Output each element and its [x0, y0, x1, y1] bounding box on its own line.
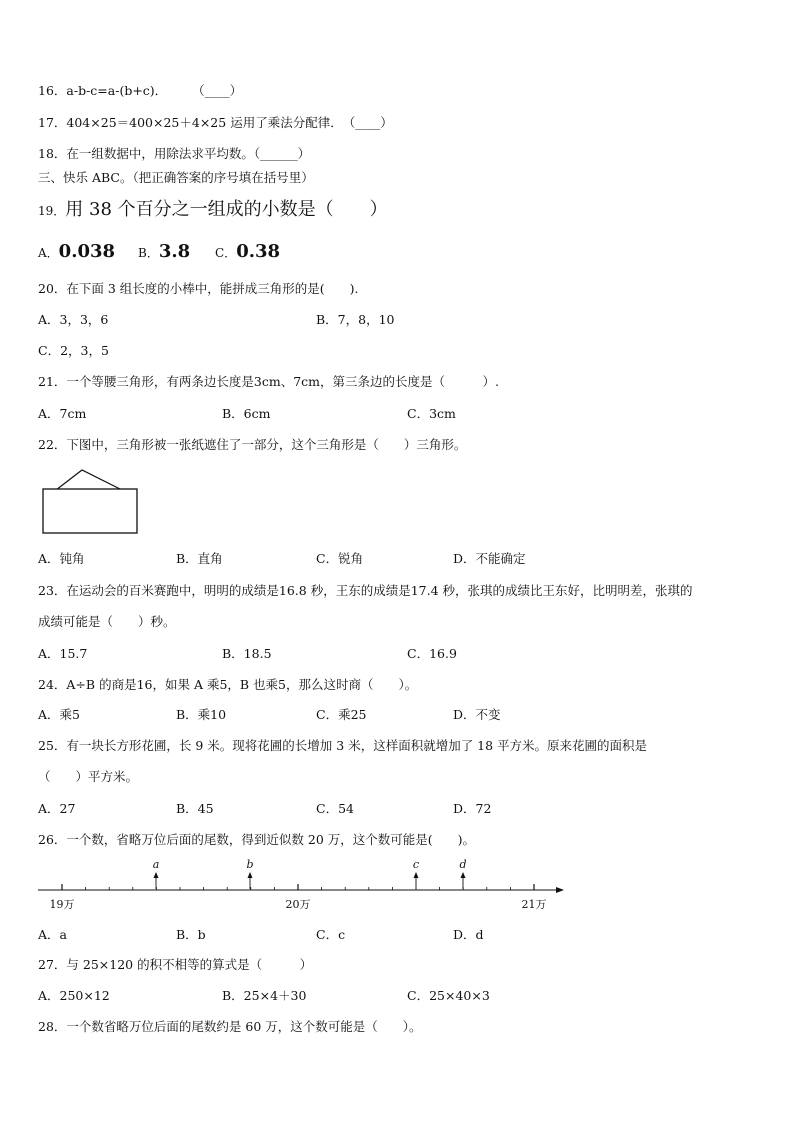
option-c: C．0.38	[215, 241, 281, 262]
option-c: C．2，3，5	[38, 343, 109, 358]
point-label-c: c	[412, 858, 420, 871]
point-label-b: b	[246, 858, 254, 871]
question-23-line1: 23．在运动会的百米赛跑中，明明的成绩是16.8 秒，王东的成绩是17.4 秒，张琪的成绩比王东好，比明明差，张琪的	[38, 583, 693, 598]
option-b: B．18.5	[222, 646, 272, 661]
axis-arrowhead	[556, 887, 564, 893]
point-arrowhead	[461, 872, 466, 878]
option-c: C．c	[316, 927, 346, 942]
tick-label-21wan: 21万	[521, 898, 547, 911]
option-a: A．3，3，6	[38, 312, 109, 327]
option-b: B．25×4＋30	[222, 988, 307, 1003]
point-arrowhead	[414, 872, 419, 878]
option-c: C．54	[316, 801, 354, 816]
option-a: A．钝角	[38, 551, 85, 566]
option-b: B．b	[176, 927, 206, 942]
number-line-figure	[30, 852, 570, 914]
option-a: A．7cm	[38, 406, 87, 421]
point-label-d: d	[459, 858, 467, 871]
question-24: 24．A÷B 的商是16，如果 A 乘5，B 也乘5，那么这时商（ ）。	[38, 677, 418, 692]
option-d: D．不变	[453, 707, 501, 722]
question-28: 28．一个数省略万位后面的尾数约是 60 万，这个数可能是（ ）。	[38, 1019, 422, 1034]
question-number: 19．	[38, 204, 66, 218]
option-d: D．d	[453, 927, 484, 942]
option-a: A．a	[38, 927, 67, 942]
option-a: A．乘5	[38, 707, 80, 722]
covered-triangle-figure	[40, 466, 142, 538]
point-label-a: a	[152, 858, 160, 871]
question-text: 用 38 个百分之一组成的小数是（ ）	[65, 199, 388, 220]
point-arrowhead	[248, 872, 253, 878]
option-b: B．乘10	[176, 707, 227, 722]
question-27: 27．与 25×120 的积不相等的算式是（ ）	[38, 957, 313, 972]
option-b: B．3.8	[138, 241, 191, 262]
option-c: C．3cm	[407, 406, 456, 421]
option-b: B．直角	[176, 551, 223, 566]
question-25-line2: （ ）平方米。	[38, 769, 139, 784]
option-a: A．250×12	[38, 988, 110, 1003]
tick-label-20wan: 20万	[285, 898, 311, 911]
question-18: 18．在一组数据中，用除法求平均数。（______）	[38, 146, 311, 161]
option-c: C．16.9	[407, 646, 457, 661]
paper-rectangle	[43, 489, 137, 533]
question-20: 20．在下面 3 组长度的小棒中，能拼成三角形的是( ).	[38, 281, 359, 296]
question-25-line1: 25．有一块长方形花圃，长 9 米。现将花圃的长增加 3 米，这样面积就增加了 18 平方米。原来花圃的面积是	[38, 738, 648, 753]
option-a: A．27	[38, 801, 76, 816]
tick-label-19wan: 19万	[49, 898, 75, 911]
question-23-line2: 成绩可能是（ ）秒。	[38, 614, 176, 629]
option-a: A．0.038	[38, 241, 116, 262]
option-a: A．15.7	[38, 646, 88, 661]
question-17: 17．404×25＝400×25＋4×25 运用了乘法分配律． （____）	[38, 115, 393, 130]
option-c: C．乘25	[316, 707, 367, 722]
question-19	[38, 199, 388, 222]
question-22: 22．下图中，三角形被一张纸遮住了一部分，这个三角形是（ ）三角形。	[38, 437, 467, 452]
option-d: D．不能确定	[453, 551, 526, 566]
triangle-top	[56, 470, 122, 490]
option-c: C．25×40×3	[407, 988, 490, 1003]
option-c: C．锐角	[316, 551, 364, 566]
question-26: 26．一个数，省略万位后面的尾数，得到近似数 20 万，这个数可能是( )。	[38, 832, 476, 847]
point-arrowhead	[154, 872, 159, 878]
section-heading: 三、快乐 ABC。（把正确答案的序号填在括号里）	[38, 170, 314, 185]
question-21: 21．一个等腰三角形，有两条边长度是3cm、7cm，第三条边的长度是（ ）.	[38, 374, 499, 389]
option-d: D．72	[453, 801, 492, 816]
option-b: B．45	[176, 801, 214, 816]
option-b: B．7，8，10	[316, 312, 395, 327]
option-b: B．6cm	[222, 406, 271, 421]
point-markers	[154, 872, 466, 889]
question-16: 16．a-b-c=a-(b+c)． （____）	[38, 83, 243, 98]
